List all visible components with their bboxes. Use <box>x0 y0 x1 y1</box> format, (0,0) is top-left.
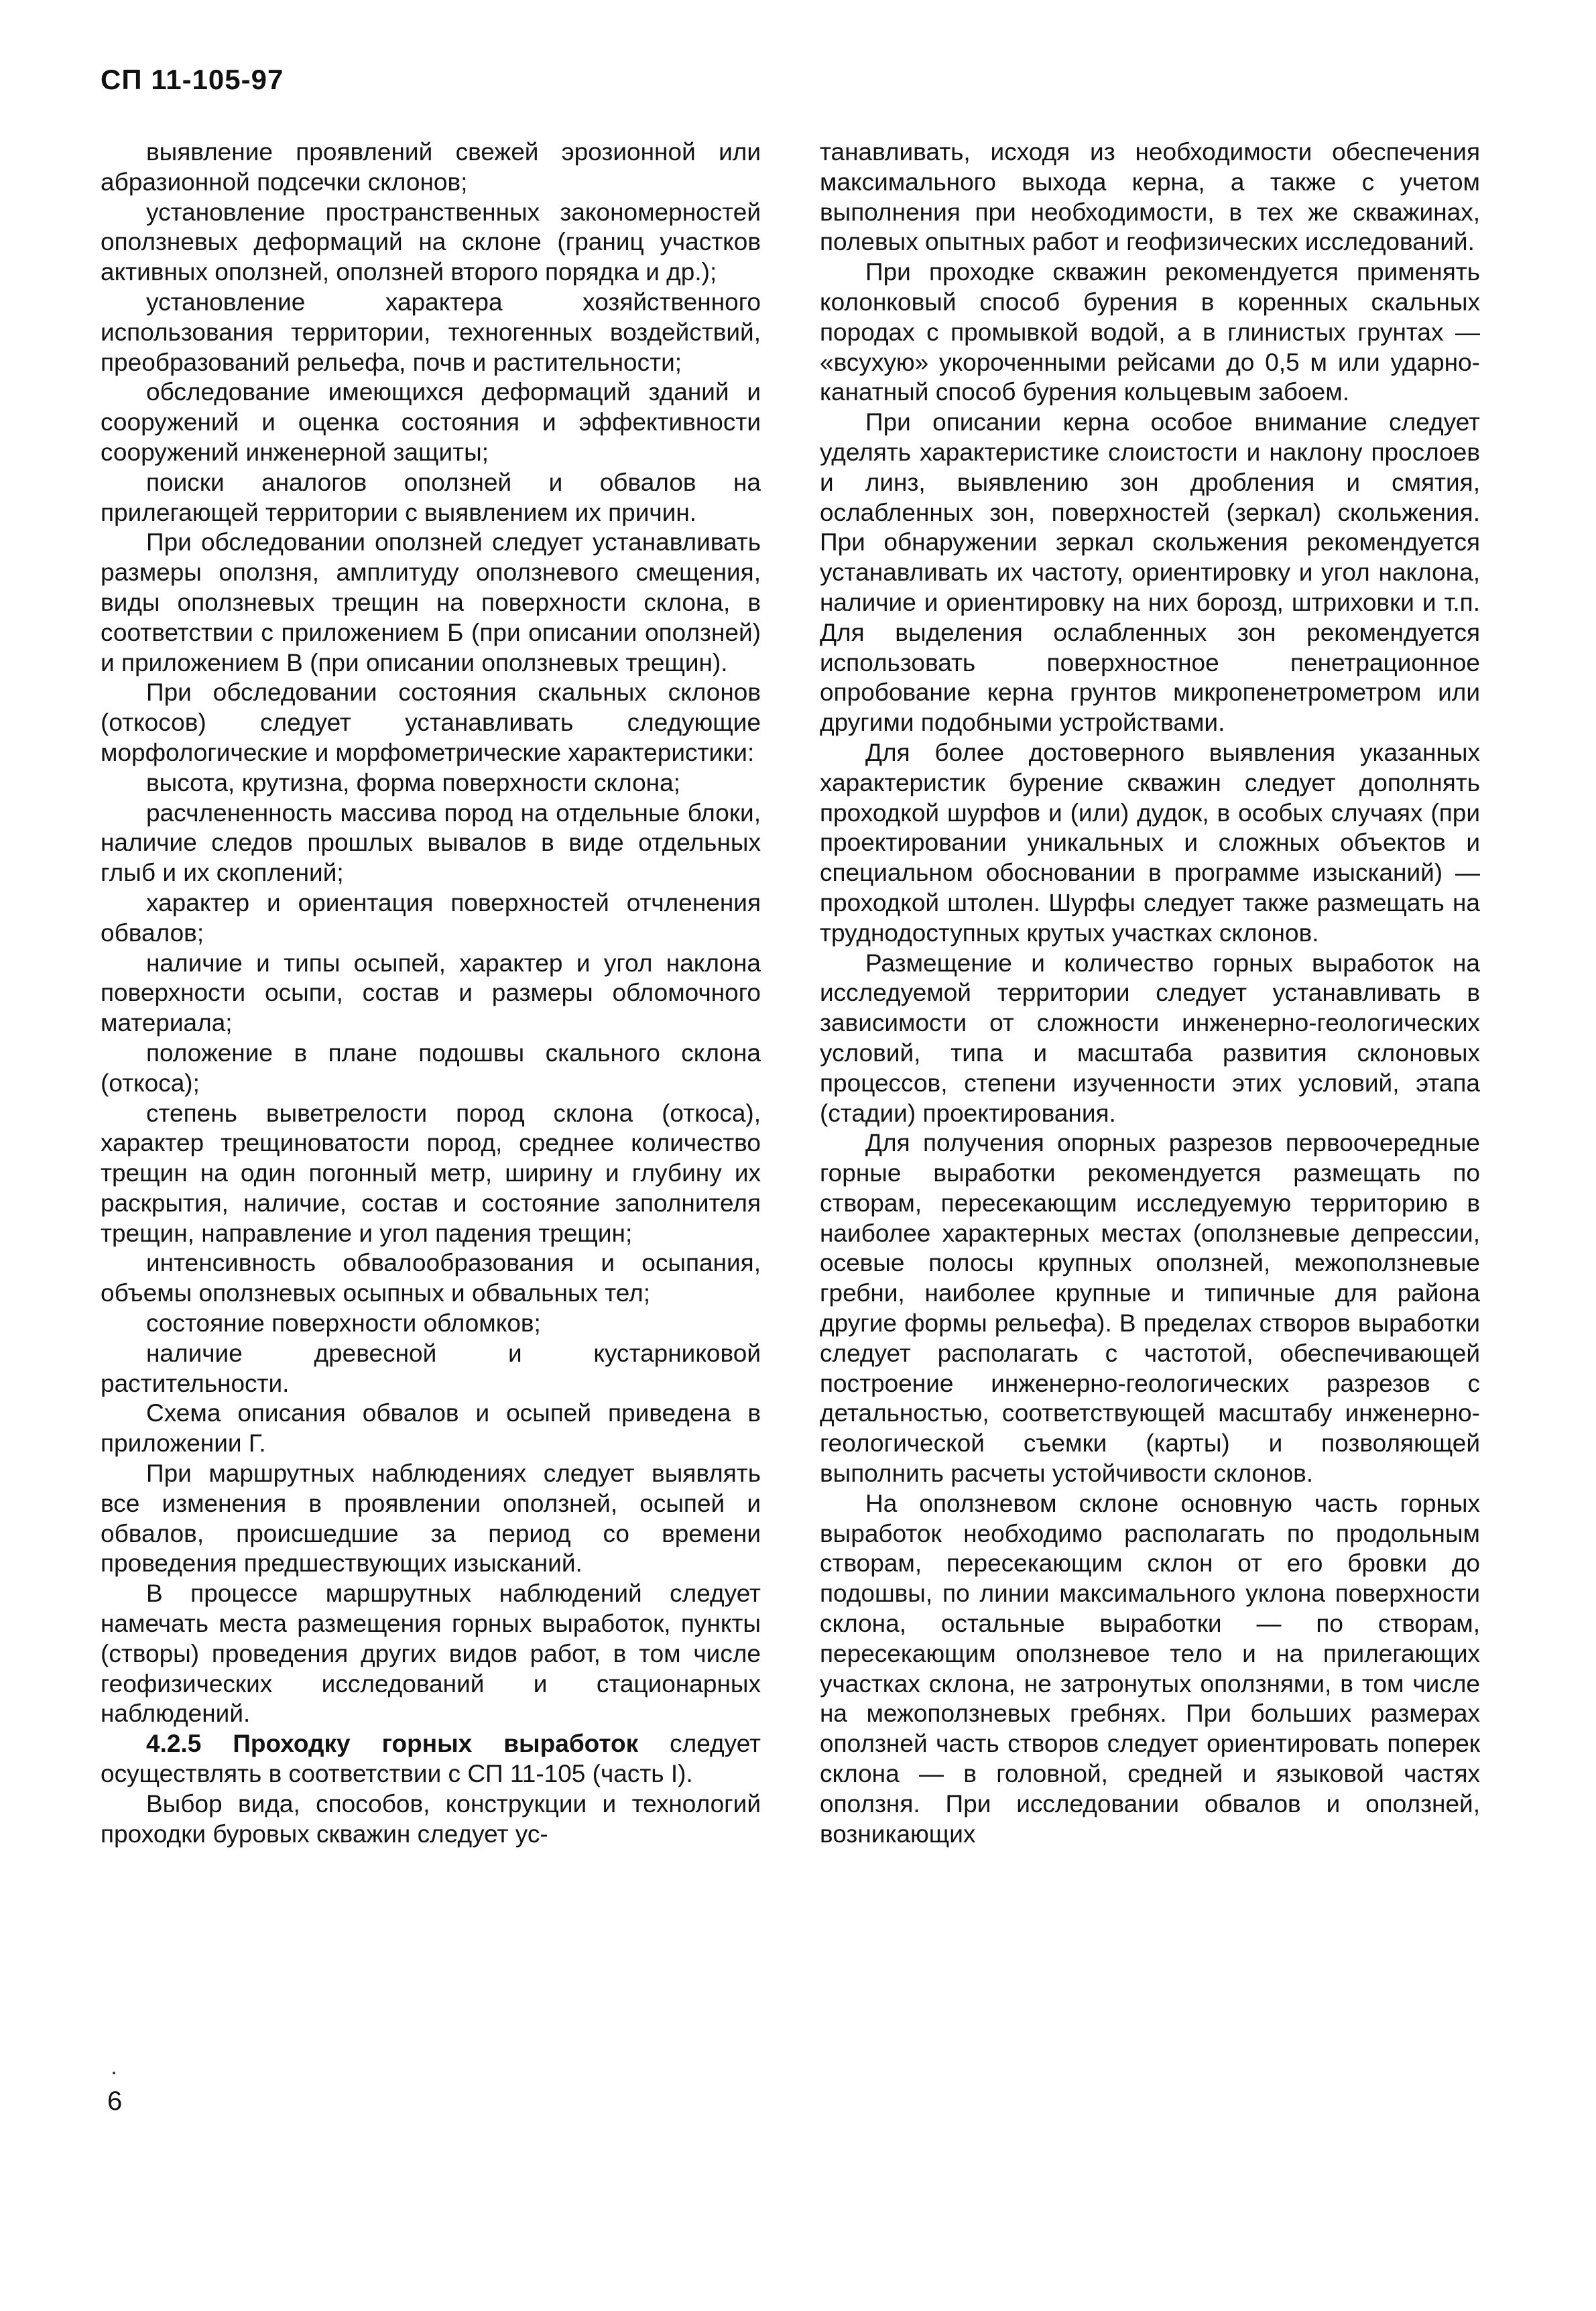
paragraph: При обследовании оползней следует устанавливать размеры оползня, амплитуду оползневого смещения, виды оползневых трещин на поверхности склона, в соответствии с приложением Б (при описании оползней) и приложением В (при описании оползневых трещин). <box>101 528 761 676</box>
paragraph: При маршрутных наблюдениях следует выявлять все изменения в проявлении оползней, осыпей и обвалов, происшедшие за период со времени проведения предшествующих изысканий. <box>101 1460 761 1578</box>
paragraph: Размещение и количество горных выработок на исследуемой территории следует устанавливать в зависимости от сложности инженерно-геологических условий, типа и масштаба развития склоновых процессов, степени изученности этих условий, этапа (стадии) проектирования. <box>820 949 1480 1127</box>
paragraph: При проходке скважин рекомендуется применять колонковый способ бурения в коренных скальных породах с промывкой водой, а в глинистых грунтах — «всухую» укороченными рейсами до 0,5 м или ударно-канатный способ бурения кольцевым забоем. <box>820 258 1480 406</box>
paragraph-continued: танавливать, исходя из необходимости обеспечения максимального выхода керна, а также с учетом выполнения при необходимости, в тех же скважинах, полевых опытных работ и геофизических исследований. <box>820 138 1480 256</box>
paragraph: поиски аналогов оползней и обвалов на прилегающей территории с выявлением их причин. <box>101 468 761 526</box>
left-column <box>101 137 761 1849</box>
paragraph: установление характера хозяйственного использования территории, техногенных воздействий, преобразований рельефа, почв и растительности; <box>101 288 761 376</box>
paragraph: Выбор вида, способов, конструкции и технологий проходки буровых скважин следует ус- <box>101 1789 761 1848</box>
page-number: 6 <box>107 2086 123 2116</box>
paragraph: При описании керна особое внимание следует уделять характеристике слоистости и наклону прослоев и линз, выявлению зон дробления и смятия, ослабленных зон, поверхностей (зеркал) скольжения. При обнаружении зеркал скольжения рекомендуется устанавливать их частоту, ориентировку и угол наклона, наличие и ориентировку на них борозд, штриховки и т.п. Для выделения ослабленных зон рекомендуется использовать поверхностное пенетрационное опробование керна грунтов микропенетрометром или другими подобными устройствами. <box>820 408 1480 737</box>
paragraph: обследование имеющихся деформаций зданий и сооружений и оценка состояния и эффективности сооружений инженерной защиты; <box>101 378 761 466</box>
paragraph: характер и ориентация поверхностей отчленения обвалов; <box>101 888 761 947</box>
paragraph: В процессе маршрутных наблюдений следует намечать места размещения горных выработок, пункты (створы) проведения других видов работ, в том числе геофизических исследований и стационарных наблюдений. <box>101 1580 761 1728</box>
paragraph: Схема описания обвалов и осыпей приведена в приложении Г. <box>101 1399 761 1458</box>
scan-dot <box>113 2072 115 2074</box>
document-header: СП 11-105-97 <box>101 64 284 95</box>
paragraph: расчлененность массива пород на отдельные блоки, наличие следов прошлых вывалов в виде отдельных глыб и их скоплений; <box>101 798 761 887</box>
paragraph: При обследовании состояния скальных склонов (откосов) следует устанавливать следующие морфологические и морфометрические характеристики: <box>101 678 761 766</box>
clause-text: следует осуществлять в соответствии с СП 11-105 (часть I). <box>101 1730 761 1788</box>
paragraph: интенсивность обвалообразования и осыпания, объемы оползневых осыпных и обвальных тел; <box>101 1249 761 1307</box>
paragraph: степень выветрелости пород склона (откоса), характер трещиноватости пород, среднее количество трещин на один погонный метр, ширину и глубину их раскрытия, наличие, состав и состояние заполнителя трещин, направление и угол падения трещин; <box>101 1099 761 1247</box>
paragraph: положение в плане подошвы скального склона (откоса); <box>101 1039 761 1097</box>
paragraph: выявление проявлений свежей эрозионной или абразионной подсечки склонов; <box>101 138 761 196</box>
right-column <box>820 137 1480 1849</box>
paragraph: состояние поверхности обломков; <box>146 1309 541 1338</box>
paragraph: Для получения опорных разрезов первоочередные горные выработки рекомендуется размещать по створам, пересекающим исследуемую территорию в наиболее характерных местах (оползневые депрессии, осевые полосы крупных оползней, межоползневые гребни, наиболее крупные и типичные для района другие формы рельефа). В пределах створов выработки следует располагать с частотой, обеспечивающей построение инженерно-геологических разрезов с детальностью, соответствующей масштабу инженерно-геологической съемки (карты) и позволяющей выполнить расчеты устойчивости склонов. <box>820 1129 1480 1488</box>
paragraph: установление пространственных закономерностей оползневых деформаций на склоне (границ участков активных оползней, оползней второго порядка и др.); <box>101 198 761 286</box>
clause-lead: 4.2.5 Проходку горных выработок <box>146 1730 639 1758</box>
paragraph: наличие и типы осыпей, характер и угол наклона поверхности осыпи, состав и размеры обломочного материала; <box>101 949 761 1037</box>
paragraph: наличие древесной и кустарниковой растительности. <box>101 1339 761 1397</box>
paragraph: высота, крутизна, форма поверхности склона; <box>146 768 680 796</box>
clause-4-2-5 <box>101 1729 761 1789</box>
paragraph: На оползневом склоне основную часть горных выработок необходимо располагать по продольным створам, пересекающим склон от его бровки до подошвы, по линии максимального уклона поверхности склона, остальные выработки — по створам, пересекающим оползневое тело и на прилегающих участках склона, не затронутых оползнями, в том числе на межоползневых гребнях. При больших размерах оползней часть створов следует ориентировать поперек склона — в головной, средней и языковой частях оползня. При исследовании обвалов и оползней, возникающих <box>820 1489 1480 1848</box>
paragraph: Для более достоверного выявления указанных характеристик бурение скважин следует дополнять проходкой шурфов и (или) дудок, в особых случаях (при проектировании уникальных и сложных объектов и специальном обосновании в программе изысканий) — проходкой штолен. Шурфы следует также размещать на труднодоступных крутых участках склонов. <box>820 738 1480 947</box>
